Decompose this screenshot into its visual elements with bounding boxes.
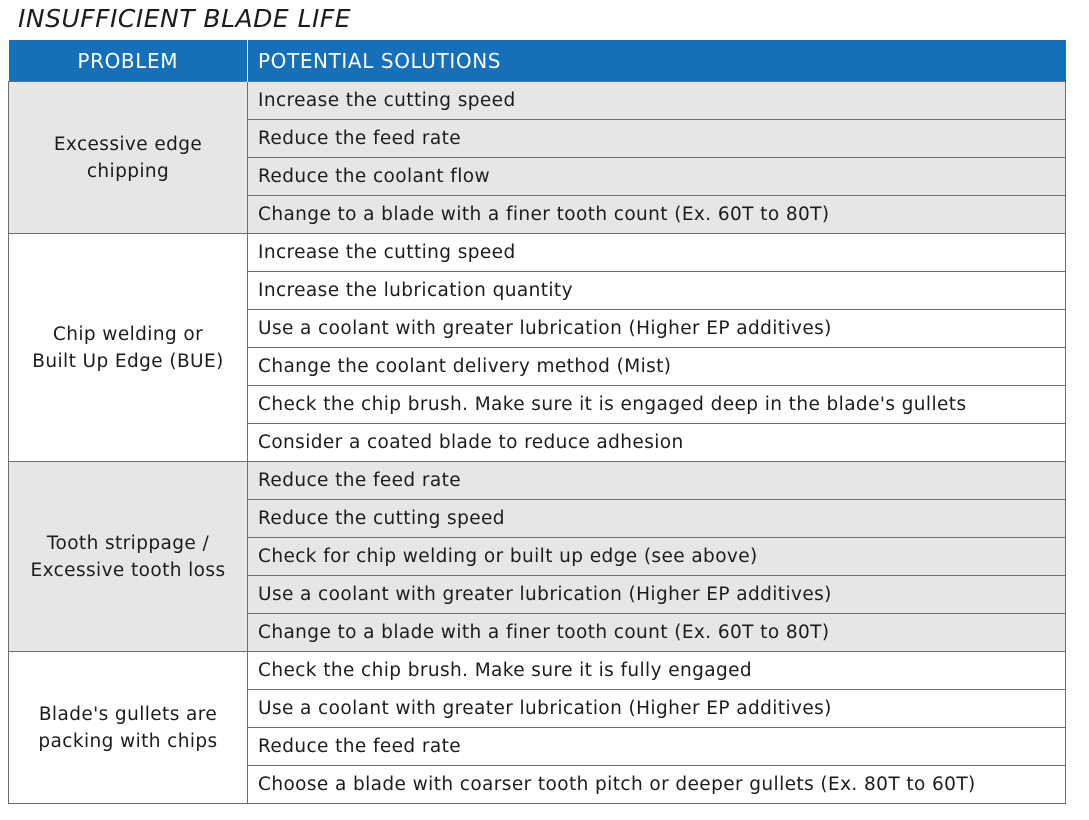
solution-cell: Reduce the cutting speed bbox=[248, 500, 1066, 538]
problem-cell bbox=[9, 462, 248, 652]
solution-cell: Reduce the feed rate bbox=[248, 728, 1066, 766]
solution-cell: Use a coolant with greater lubrication (Higher EP additives) bbox=[248, 576, 1066, 614]
table-row bbox=[9, 652, 1066, 690]
solution-cell: Reduce the feed rate bbox=[248, 120, 1066, 158]
solution-cell: Change to a blade with a finer tooth count (Ex. 60T to 80T) bbox=[248, 196, 1066, 234]
solution-cell: Change to a blade with a finer tooth count (Ex. 60T to 80T) bbox=[248, 614, 1066, 652]
solution-cell: Use a coolant with greater lubrication (Higher EP additives) bbox=[248, 690, 1066, 728]
table-row bbox=[9, 234, 1066, 272]
problem-label-line: packing with chips bbox=[38, 730, 218, 752]
solution-cell: Check the chip brush. Make sure it is fully engaged bbox=[248, 652, 1066, 690]
solution-cell: Reduce the coolant flow bbox=[248, 158, 1066, 196]
problem-label-line: chipping bbox=[86, 160, 170, 182]
solution-cell: Increase the cutting speed bbox=[248, 234, 1066, 272]
problem-group-edge-chipping bbox=[9, 82, 1066, 234]
problem-label-line: Built Up Edge (BUE) bbox=[32, 350, 224, 372]
problem-cell bbox=[9, 82, 248, 234]
solution-cell: Increase the cutting speed bbox=[248, 82, 1066, 120]
page-title: INSUFFICIENT BLADE LIFE bbox=[18, 4, 352, 33]
problem-label-line: Blade's gullets are bbox=[38, 703, 218, 725]
problem-group-chip-welding bbox=[9, 234, 1066, 462]
troubleshooting-table bbox=[8, 40, 1066, 804]
column-header-solutions: POTENTIAL SOLUTIONS bbox=[248, 40, 1066, 82]
solution-cell: Check for chip welding or built up edge (see above) bbox=[248, 538, 1066, 576]
solution-cell: Check the chip brush. Make sure it is engaged deep in the blade's gullets bbox=[248, 386, 1066, 424]
problem-label-line: Chip welding or bbox=[52, 323, 204, 345]
solution-cell: Use a coolant with greater lubrication (Higher EP additives) bbox=[248, 310, 1066, 348]
column-header-problem: PROBLEM bbox=[9, 40, 248, 82]
table-row bbox=[9, 462, 1066, 500]
problem-cell bbox=[9, 234, 248, 462]
solution-cell: Increase the lubrication quantity bbox=[248, 272, 1066, 310]
problem-label-line: Tooth strippage / bbox=[46, 532, 210, 554]
problem-cell bbox=[9, 652, 248, 804]
problem-label-line: Excessive tooth loss bbox=[30, 559, 226, 581]
header-row bbox=[9, 40, 1066, 82]
solution-cell: Consider a coated blade to reduce adhesion bbox=[248, 424, 1066, 462]
table-row bbox=[9, 82, 1066, 120]
table-header bbox=[9, 40, 1066, 82]
solution-cell: Change the coolant delivery method (Mist) bbox=[248, 348, 1066, 386]
solution-cell: Reduce the feed rate bbox=[248, 462, 1066, 500]
solution-cell: Choose a blade with coarser tooth pitch or deeper gullets (Ex. 80T to 60T) bbox=[248, 766, 1066, 804]
problem-group-gullet-packing bbox=[9, 652, 1066, 804]
problem-group-tooth-strippage bbox=[9, 462, 1066, 652]
problem-label-line: Excessive edge bbox=[53, 133, 203, 155]
